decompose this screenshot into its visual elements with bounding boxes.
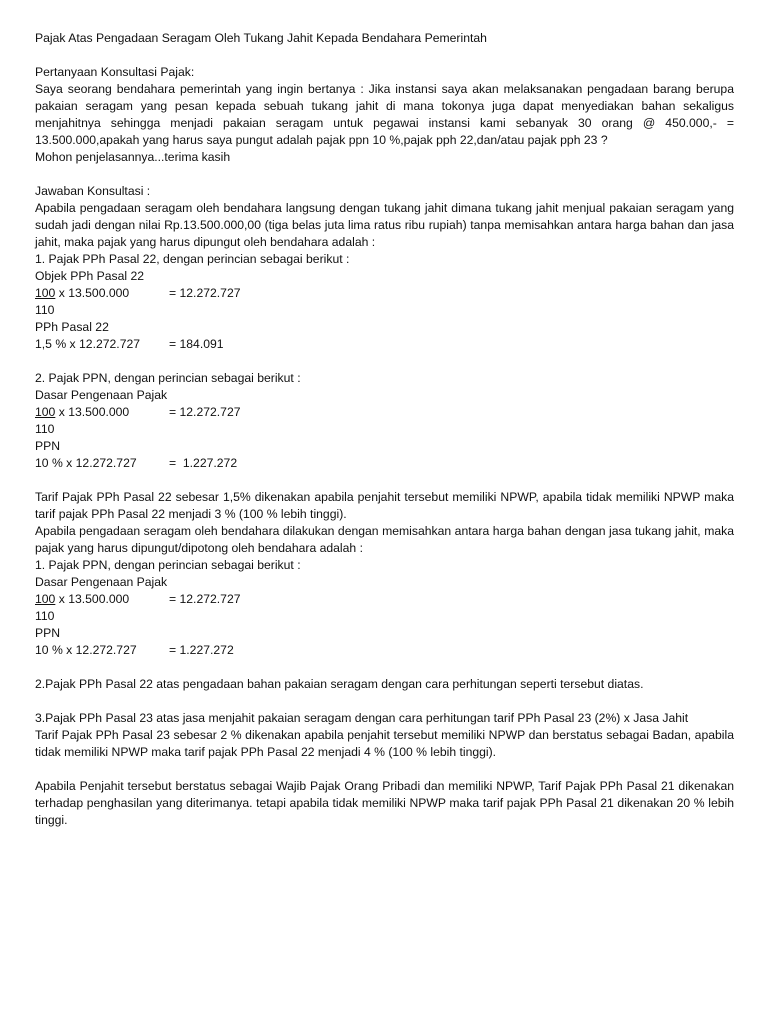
section-1-label: PPh Pasal 22	[35, 320, 109, 334]
fraction-denominator: 110	[35, 303, 55, 317]
paragraph-pph21: Apabila Penjahit tersebut berstatus sebagai Wajib Pajak Orang Pribadi dan memiliki NPWP, Tarif Pajak PPh Pasal 21 dikenakan terhadap penghasilan yang diterimanya. tetapi apabila tidak memiliki NPWP maka tarif pajak PPh Pasal 21 dikenakan 20 % lebih tinggi.	[35, 779, 734, 827]
result: = 12.272.727	[169, 405, 241, 419]
question-body: Saya seorang bendahara pemerintah yang ingin bertanya : Jika instansi saya akan melaksanakan pengadaan barang berupa pakaian seragam yang pesan kepada sebuah tukang jahit di mana tokonya juga dapat menyediakan bahan sekaligus menjahitnya sehingga menjadi pakaian seragam untuk pegawai instansi kami sebanyak 30 orang @ 450.000,- = 13.500.000,apakah yang harus saya pungut adalah pajak ppn 10 %,pajak pph 22,dan/atau pajak pph 23 ?	[35, 82, 734, 147]
section-1-calc-row-1	[35, 285, 734, 302]
paragraph-pph23-jasa: 3.Pajak PPh Pasal 23 atas jasa menjahit pakaian seragam dengan cara perhitungan tarif PPh Pasal 23 (2%) x Jasa Jahit	[35, 711, 689, 725]
fraction-denominator: 110	[35, 609, 55, 623]
paragraph-pph23-rate: Tarif Pajak PPh Pasal 23 sebesar 2 % dikenakan apabila penjahit tersebut memiliki NPWP dan berstatus sebagai Badan, apabila tidak memiliki NPWP maka tarif pajak PPh Pasal 22 menjadi 4 % (100 % lebih tinggi).	[35, 728, 734, 759]
section-3-label: PPN	[35, 626, 61, 640]
section-1-object: Objek PPh Pasal 22	[35, 269, 145, 283]
paragraph-pph22-bahan: 2.Pajak PPh Pasal 22 atas pengadaan bahan pakaian seragam dengan cara perhitungan seperti tersebut diatas.	[35, 677, 644, 691]
fraction-numerator: 100	[35, 592, 56, 606]
section-2-label: PPN	[35, 439, 61, 453]
result: = 12.272.727	[169, 286, 241, 300]
section-1-calc-row-2	[35, 336, 734, 353]
section-3-calc-row-2	[35, 642, 734, 659]
fraction-denominator: 110	[35, 422, 55, 436]
section-1-title: 1. Pajak PPh Pasal 22, dengan perincian sebagai berikut :	[35, 252, 350, 266]
result: = 12.272.727	[169, 592, 241, 606]
section-2-title: 2. Pajak PPN, dengan perincian sebagai berikut :	[35, 371, 301, 385]
result: = 184.091	[169, 337, 224, 351]
result: = 1.227.272	[169, 643, 234, 657]
calc-expression: 10 % x 12.272.727	[35, 456, 137, 470]
note-pph22-rate: Tarif Pajak PPh Pasal 22 sebesar 1,5% dikenakan apabila penjahit tersebut memiliki NPWP, apabila tidak memiliki NPWP maka tarif pajak PPh Pasal 22 menjadi 3 % (100 % lebih tinggi).	[35, 490, 734, 521]
document-title: Pajak Atas Pengadaan Seragam Oleh Tukang Jahit Kepada Bendahara Pemerintah	[35, 31, 487, 45]
answer-intro-2: Apabila pengadaan seragam oleh bendahara dilakukan dengan memisahkan antara harga bahan dengan jasa tukang jahit, maka pajak yang harus dipungut/dipotong oleh bendahara adalah :	[35, 524, 734, 555]
question-heading: Pertanyaan Konsultasi Pajak:	[35, 65, 195, 79]
section-2-object: Dasar Pengenaan Pajak	[35, 388, 168, 402]
multiplier: x 13.500.000	[55, 592, 130, 606]
section-3-calc-row-1	[35, 591, 734, 608]
answer-intro: Apabila pengadaan seragam oleh bendahara langsung dengan tukang jahit dimana tukang jahit menjual pakaian seragam yang sudah jadi dengan nilai Rp.13.500.000,00 (tiga belas juta lima ratus ribu rupiah) tanpa memisahkan antara harga bahan dan jasa jahit, maka pajak yang harus dipungut oleh bendahara adalah :	[35, 201, 734, 249]
section-3-object: Dasar Pengenaan Pajak	[35, 575, 168, 589]
section-3-title: 1. Pajak PPN, dengan perincian sebagai berikut :	[35, 558, 301, 572]
fraction-numerator: 100	[35, 405, 56, 419]
multiplier: x 13.500.000	[55, 286, 130, 300]
fraction-numerator: 100	[35, 286, 56, 300]
calc-expression: 10 % x 12.272.727	[35, 643, 137, 657]
section-2-calc-row-1	[35, 404, 734, 421]
result: = 1.227.272	[169, 456, 238, 470]
question-closing: Mohon penjelasannya...terima kasih	[35, 150, 231, 164]
calc-expression: 1,5 % x 12.272.727	[35, 337, 141, 351]
answer-heading: Jawaban Konsultasi :	[35, 184, 151, 198]
multiplier: x 13.500.000	[55, 405, 130, 419]
section-2-calc-row-2	[35, 455, 734, 472]
